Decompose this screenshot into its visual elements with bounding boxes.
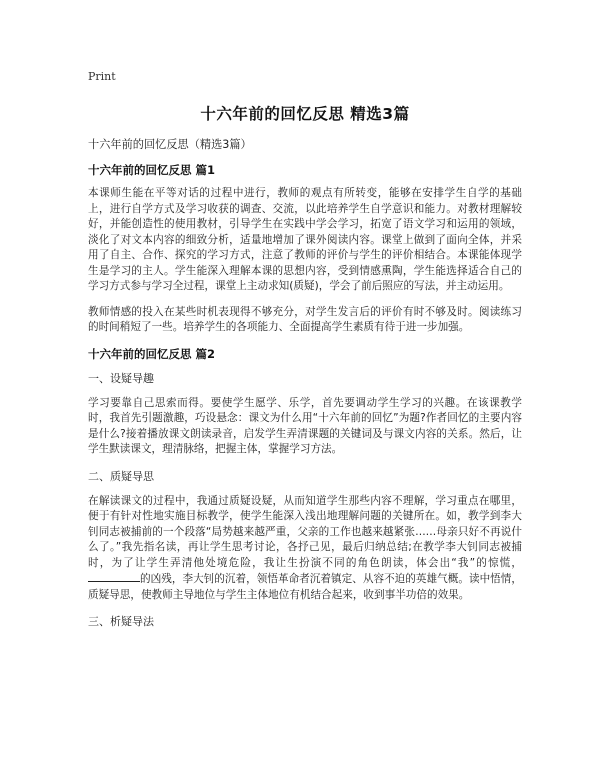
page-header <box>88 70 116 99</box>
subsection-1-text: 学习要靠自己思索而得。要使学生愿学、乐学，首先要调动学生学习的兴趣。在该课教学时，我首先引题激趣，巧设悬念：课文为什么用“十六年前的回忆”为题?作者回忆的主要内容是什么?接着播放课文朗读录音，启发学生弄清课题的关键词及与课文内容的关系。然后，让学生默读课文，理清脉络，把握主体，掌握学习方法。 <box>88 396 522 455</box>
subsection-1-title: 一、设疑导趣 <box>88 371 154 385</box>
document-title: 十六年前的回忆反思 精选3篇 <box>200 105 410 123</box>
section1-paragraph-1: 本课师生能在平等对话的过程中进行，教师的观点有所转变，能够在安排学生自学的基础上，进行自学方式及学习收获的调查、交流，以此培养学生自学意识和能力。对教材理解较好，并能创造性的使用教材，引导学生在实践中学会学习，拓宽了语文学习和运用的领域，淡化了对文本内容的细致分析，适量地增加了课外阅读内容。课堂上做到了面向全体，并采用了自主、合作、探究的学习方式，注意了教师的评价与学生的评价相结合。本课能体现学生是学习的主人。学生能深入理解本课的思想内容，受到情感熏陶，学生能选择适合自己的学习方式参与学习全过程，课堂上主动求知(质疑)，学会了前后照应的写法，并主动运用。 <box>88 187 522 292</box>
subsection-2-text-part-a: 在解读课文的过程中，我通过质疑设疑，从而知道学生那些内容不理解，学习重点在哪里，便于有针对性地实施目标教学，使学生能深入浅出地理解问题的关键所在。如，教学到李大钊同志被捕前的一个段落“局势越来越严重，父亲的工作也越来越紧张……母亲只好不再说什么了。”我先指名读，再让学生思考讨论，各抒己见，最后归纳总结;在教学李大钊同志被捕时，为了让学生弄清他处境危险，我让生扮演不同的角色朗读，体会出“我”的惊慌， <box>88 494 522 569</box>
section2-heading: 十六年前的回忆反思 篇2 <box>88 346 216 361</box>
fill-in-blank <box>88 571 140 582</box>
print-label[interactable]: Print <box>88 70 116 83</box>
subsection-2-text-part-b: 的凶残，李大钊的沉着，领悟革命者沉着镇定、从容不迫的英雄气概。读中悟情，质疑导思，使教师主导地位与学生主体地位有机结合起来，收到事半功倍的效果。 <box>88 573 522 601</box>
document-subtitle: 十六年前的回忆反思（精选3篇） <box>88 138 252 151</box>
section1-paragraph-2: 教师情感的投入在某些时机表现得不够充分，对学生发言后的评价有时不够及时。阅读练习的时间稍短了一些。培养学生的各项能力、全面提高学生素质有待于进一步加强。 <box>88 305 522 333</box>
subsection-3-title: 三、析疑导法 <box>88 615 154 628</box>
document-body <box>88 102 522 639</box>
subsection-2-text <box>88 494 522 604</box>
subsection-2-title: 二、质疑导思 <box>88 469 154 483</box>
section1-heading: 十六年前的回忆反思 篇1 <box>88 163 216 177</box>
